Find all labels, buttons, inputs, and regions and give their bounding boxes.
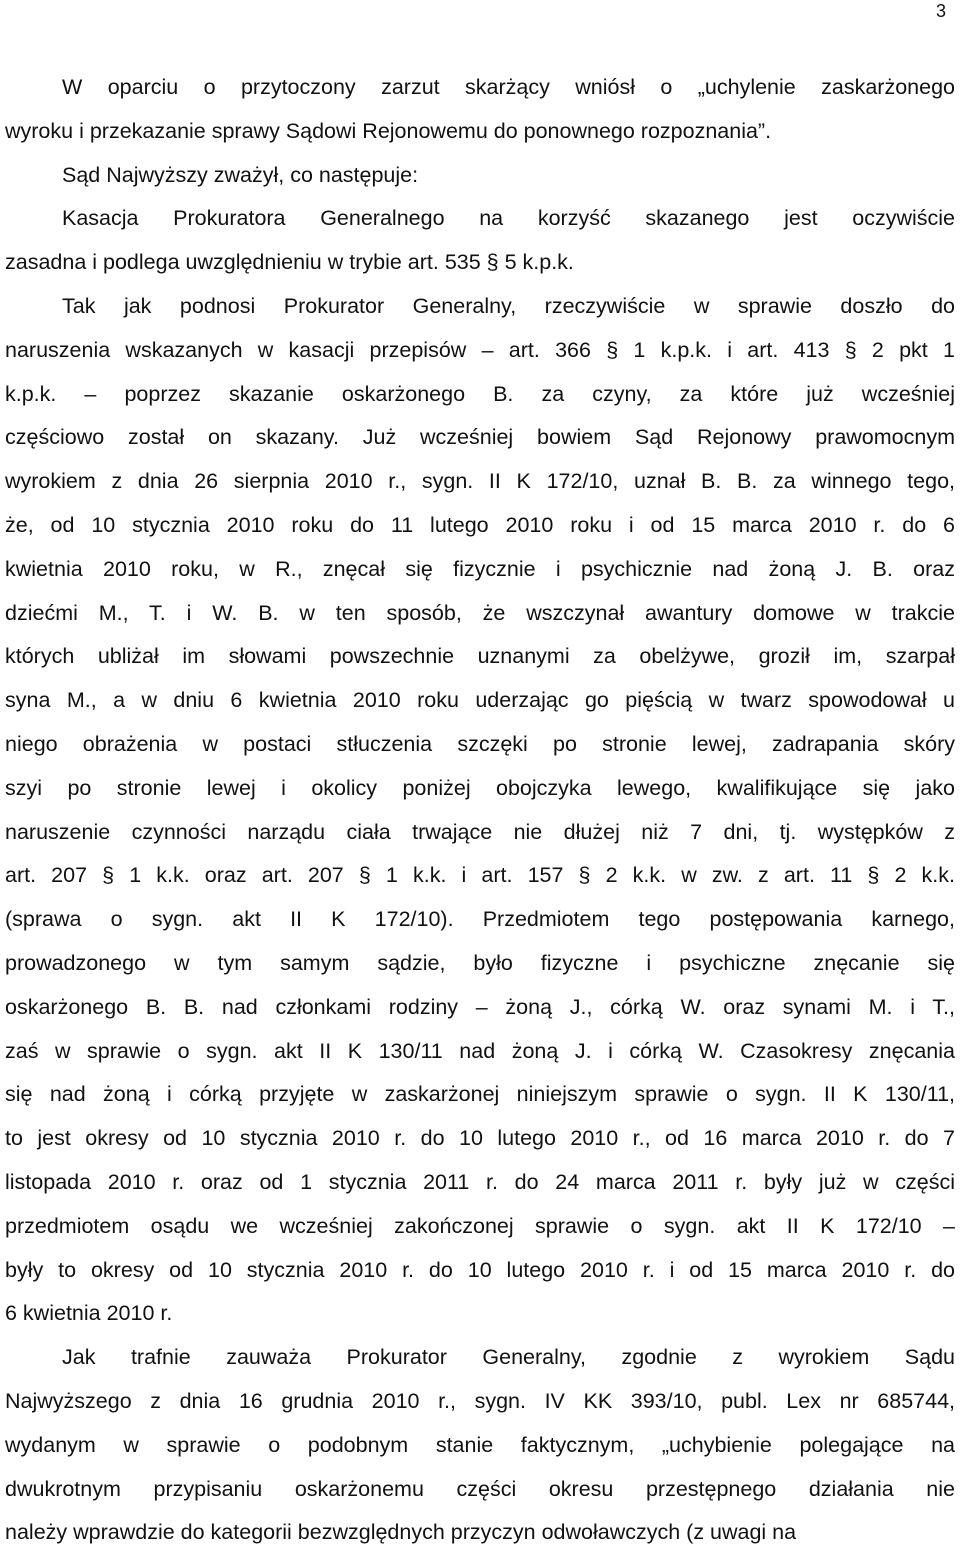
text-line: wydanym w sprawie o podobnym stanie faktycznym, „uchybienie polegające na	[5, 1432, 955, 1457]
text-line: że, od 10 stycznia 2010 roku do 11 lutego 2010 roku i od 15 marca 2010 r. do 6	[5, 512, 955, 537]
text-line: się nad żoną i córką przyjęte w zaskarżonej niniejszym sprawie o sygn. II K 130/11,	[5, 1082, 955, 1107]
text-line: Najwyższego z dnia 16 grudnia 2010 r., sygn. IV KK 393/10, publ. Lex nr 685744,	[5, 1388, 955, 1413]
text-line: Tak jak podnosi Prokurator Generalny, rzeczywiście w sprawie doszło do	[62, 293, 955, 318]
text-line: wyroku i przekazanie sprawy Sądowi Rejonowemu do ponownego rozpoznania”.	[5, 118, 772, 143]
text-line: (sprawa o sygn. akt II K 172/10). Przedmiotem tego postępowania karnego,	[5, 907, 955, 932]
text-line: k.p.k. – poprzez skazanie oskarżonego B. za czyny, za które już wcześniej	[5, 381, 955, 406]
text-line: syna M., a w dniu 6 kwietnia 2010 roku uderzając go pięścią w twarz spowodował u	[5, 688, 955, 713]
text-line: wyrokiem z dnia 26 sierpnia 2010 r., sygn. II K 172/10, uznał B. B. za winnego tego,	[5, 469, 955, 494]
text-line: szyi po stronie lewej i okolicy poniżej obojczyka lewego, kwalifikujące się jako	[5, 775, 955, 800]
text-line: prowadzonego w tym samym sądzie, było fizyczne i psychiczne znęcanie się	[5, 950, 955, 975]
page-number: 3	[935, 1, 946, 21]
text-line: listopada 2010 r. oraz od 1 stycznia 2011 r. do 24 marca 2011 r. były już w części	[5, 1169, 955, 1194]
text-line: Sąd Najwyższy zważył, co następuje:	[62, 162, 419, 187]
text-line: zasadna i podlega uwzględnieniu w trybie art. 535 § 5 k.p.k.	[5, 250, 574, 275]
text-line: 6 kwietnia 2010 r.	[5, 1301, 173, 1326]
text-line: naruszenia wskazanych w kasacji przepisów – art. 366 § 1 k.p.k. i art. 413 § 2 pkt 1	[5, 337, 955, 362]
paragraph	[5, 285, 955, 1336]
text-line: niego obrażenia w postaci stłuczenia szczęki po stronie lewej, zadrapania skóry	[5, 731, 955, 756]
text-line: Jak trafnie zauważa Prokurator Generalny, zgodnie z wyrokiem Sądu	[62, 1345, 955, 1370]
text-line: oskarżonego B. B. nad członkami rodziny – żoną J., córką W. oraz synami M. i T.,	[5, 994, 955, 1019]
text-line: częściowo został on skazany. Już wcześniej bowiem Sąd Rejonowy prawomocnym	[5, 425, 955, 450]
text-line: art. 207 § 1 k.k. oraz art. 207 § 1 k.k. i art. 157 § 2 k.k. w zw. z art. 11 § 2 k.k.	[5, 863, 955, 888]
document-body	[5, 66, 955, 1555]
text-line: zaś w sprawie o sygn. akt II K 130/11 nad żoną J. i córką W. Czasokresy znęcania	[5, 1038, 955, 1063]
paragraph	[5, 154, 955, 198]
paragraph	[5, 1336, 955, 1555]
text-line: kwietnia 2010 roku, w R., znęcał się fizycznie i psychicznie nad żoną J. B. oraz	[5, 556, 955, 581]
text-line: były to okresy od 10 stycznia 2010 r. do 10 lutego 2010 r. i od 15 marca 2010 r. do	[5, 1257, 955, 1282]
text-line: W oparciu o przytoczony zarzut skarżący wniósł o „uchylenie zaskarżonego	[62, 75, 955, 99]
text-line: dziećmi M., T. i W. B. w ten sposób, że wszczynał awantury domowe w trakcie	[5, 600, 955, 625]
text-line: należy wprawdzie do kategorii bezwzględnych przyczyn odwoławczych (z uwagi na	[5, 1520, 797, 1545]
paragraph	[5, 66, 955, 154]
text-line: przedmiotem osądu we wcześniej zakończonej sprawie o sygn. akt II K 172/10 –	[5, 1213, 955, 1238]
text-line: naruszenie czynności narządu ciała trwające nie dłużej niż 7 dni, tj. występków z	[5, 819, 955, 844]
text-line: Kasacja Prokuratora Generalnego na korzyść skazanego jest oczywiście	[62, 206, 955, 231]
text-line: to jest okresy od 10 stycznia 2010 r. do 10 lutego 2010 r., od 16 marca 2010 r. do 7	[5, 1126, 955, 1151]
text-line: których ubliżał im słowami powszechnie uznanymi za obelżywe, groził im, szarpał	[5, 644, 955, 669]
text-line: dwukrotnym przypisaniu oskarżonemu części okresu przestępnego działania nie	[5, 1476, 955, 1501]
paragraph	[5, 197, 955, 285]
